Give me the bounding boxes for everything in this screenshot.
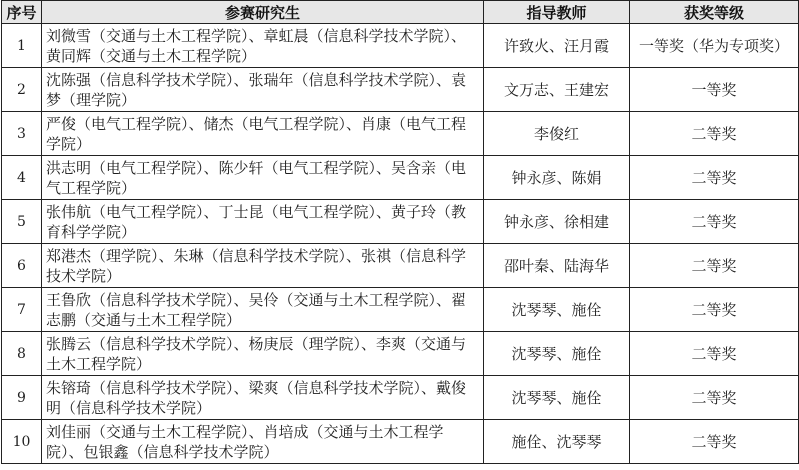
cell-advisors: 钟永彦、陈娟 bbox=[484, 156, 630, 200]
cell-students: 严俊（电气工程学院）、储杰（电气工程学院）、肖康（电气工程学院） bbox=[46, 114, 467, 153]
cell-award: 一等奖 bbox=[630, 68, 799, 112]
cell-advisors: 沈琴琴、施佺 bbox=[484, 332, 630, 376]
cell-award: 二等奖 bbox=[630, 112, 799, 156]
cell-award: 二等奖 bbox=[630, 332, 799, 376]
cell-advisors: 李俊红 bbox=[484, 112, 630, 156]
cell-students: 刘佳丽（交通与土木工程学院）、肖培成（交通与土木工程学院）、包银鑫（信息科学技术学院） bbox=[46, 422, 444, 461]
cell-advisors: 文万志、王建宏 bbox=[484, 68, 630, 112]
cell-award: 二等奖 bbox=[630, 288, 799, 332]
table-row bbox=[2, 332, 799, 376]
table-row bbox=[2, 376, 799, 420]
cell-index: 3 bbox=[2, 112, 42, 156]
cell-award: 二等奖 bbox=[630, 376, 799, 420]
table-header-row bbox=[2, 1, 799, 24]
table-row bbox=[2, 112, 799, 156]
cell-students: 洪志明（电气工程学院）、陈少轩（电气工程学院）、吴含亲（电气工程学院） bbox=[46, 158, 467, 197]
table-row bbox=[2, 244, 799, 288]
award-table bbox=[1, 0, 799, 464]
cell-index: 2 bbox=[2, 68, 42, 112]
table-row bbox=[2, 420, 799, 464]
cell-award: 二等奖 bbox=[630, 244, 799, 288]
table-row bbox=[2, 68, 799, 112]
header-advisors: 指导教师 bbox=[484, 1, 630, 24]
cell-index: 7 bbox=[2, 288, 42, 332]
cell-award: 二等奖 bbox=[630, 156, 799, 200]
cell-index: 1 bbox=[2, 24, 42, 68]
cell-students: 张伟航（电气工程学院）、丁士昆（电气工程学院）、黄子玲（教育科学学院） bbox=[46, 202, 467, 241]
cell-award: 一等奖（华为专项奖） bbox=[630, 24, 799, 68]
cell-students: 刘微雪（交通与土木工程学院）、章虹晨（信息科学技术学院）、黄同辉（交通与土木工程学院） bbox=[46, 26, 467, 65]
cell-index: 10 bbox=[2, 420, 42, 464]
cell-award: 二等奖 bbox=[630, 420, 799, 464]
header-students: 参赛研究生 bbox=[42, 1, 484, 24]
cell-index: 5 bbox=[2, 200, 42, 244]
cell-index: 9 bbox=[2, 376, 42, 420]
cell-advisors: 沈琴琴、施佺 bbox=[484, 376, 630, 420]
cell-advisors: 沈琴琴、施佺 bbox=[484, 288, 630, 332]
cell-award: 二等奖 bbox=[630, 200, 799, 244]
table-row bbox=[2, 288, 799, 332]
cell-students: 朱镕琦（信息科学技术学院）、梁爽（信息科学技术学院）、戴俊明（信息科学技术学院） bbox=[46, 378, 467, 417]
cell-advisors: 许致火、汪月霞 bbox=[484, 24, 630, 68]
table-row bbox=[2, 156, 799, 200]
cell-students: 郑港杰（理学院）、朱琳（信息科学技术学院）、张祺（信息科学技术学院） bbox=[46, 246, 467, 285]
cell-index: 8 bbox=[2, 332, 42, 376]
cell-students: 沈陈强（信息科学技术学院）、张瑞年（信息科学技术学院）、袁梦（理学院） bbox=[46, 70, 467, 109]
cell-students: 王鲁欣（信息科学技术学院）、吴伶（交通与土木工程学院）、翟志鹏（交通与土木工程学院） bbox=[46, 290, 467, 329]
cell-advisors: 钟永彦、徐相建 bbox=[484, 200, 630, 244]
cell-index: 6 bbox=[2, 244, 42, 288]
table-row bbox=[2, 200, 799, 244]
cell-advisors: 邵叶秦、陆海华 bbox=[484, 244, 630, 288]
cell-advisors: 施佺、沈琴琴 bbox=[484, 420, 630, 464]
cell-index: 4 bbox=[2, 156, 42, 200]
header-award: 获奖等级 bbox=[630, 1, 799, 24]
table-row bbox=[2, 24, 799, 68]
cell-students: 张腾云（信息科学技术学院）、杨庚辰（理学院）、李爽（交通与土木工程学院） bbox=[46, 334, 467, 373]
header-index: 序号 bbox=[2, 1, 42, 24]
